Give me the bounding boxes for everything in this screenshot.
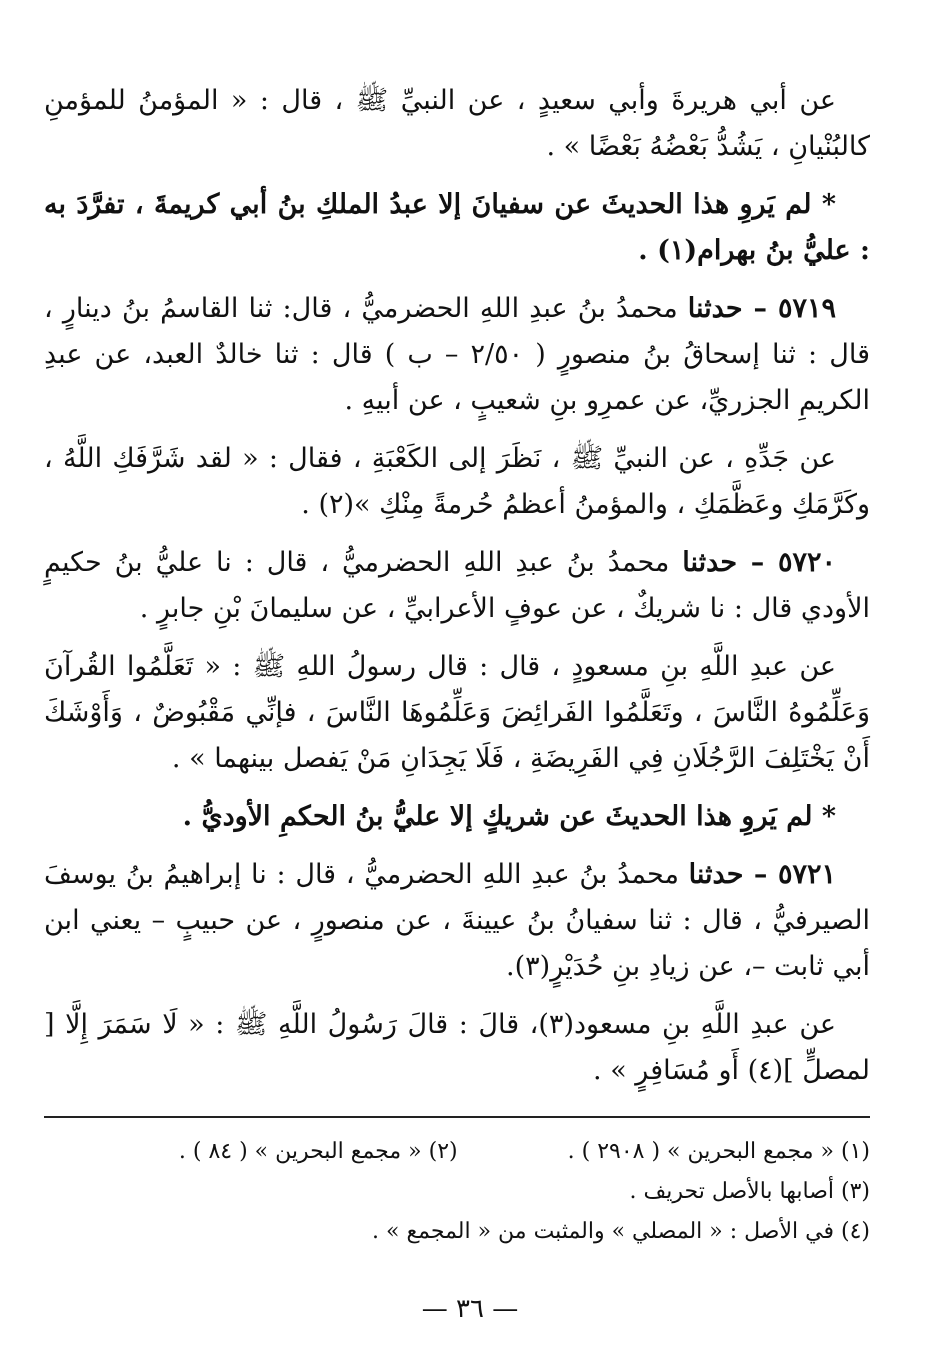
isnad-text: محمدُ بنُ عبدِ اللهِ الحضرميُّ ، قال : نا عليُّ بنُ حكيمٍ الأودي قال : نا شريكٌ ، عن عوفٍ الأعرابيِّ ، عن سليمانَ بْنِ جابرٍ . <box>44 547 870 624</box>
narration-note: * لم يَروِ هذا الحديثَ عن شريكٍ إلا عليُّ بنُ الحكمِ الأوديُّ . <box>182 801 836 832</box>
hadith-number: ٥٧١٩ – حدثنا <box>687 293 836 324</box>
page-number: — ٣٦ — <box>421 1294 519 1324</box>
hadith-text: عن عبدِ اللَّهِ بنِ مسعود(٣)، قالَ : قالَ رَسُولُ اللَّهِ ﷺ : « لَا سَمَرَ إِلَّا [ لمصلٍّ ](٤) أَو مُسَافِرٍ » . <box>44 1009 870 1086</box>
hadith-isnad <box>44 540 870 632</box>
hadith-number: ٥٧٢٠ – حدثنا <box>682 547 836 578</box>
hadith-isnad <box>44 286 870 424</box>
footnote-2: (٢) « مجمع البحرين » ( ٨٤ ) . <box>178 1139 458 1164</box>
footnote-1: (١) « مجمع البحرين » ( ٢٩٠٨ ) . <box>567 1139 870 1164</box>
footnote-separator <box>44 1116 870 1118</box>
hadith-text: عن جَدِّهِ ، عن النبيِّ ﷺ ، نَظَرَ إلى الكَعْبَةِ ، فقال : « لقد شَرَّفَكِ اللَّهُ ، وكَرَّمَكِ وعَظَّمَكِ ، والمؤمنُ أعظمُ حُرمةً مِنْكِ »(٢) . <box>44 443 870 520</box>
footnote-4: (٤) في الأصل : « المصلي » والمثبت من « المجمع » . <box>372 1219 870 1244</box>
footnote-3: (٣) أصابها بالأصل تحريف . <box>629 1179 870 1204</box>
hadith-isnad <box>44 852 870 990</box>
hadith-number: ٥٧٢١ – حدثنا <box>688 859 836 890</box>
narration-note: * لم يَروِ هذا الحديثَ عن سفيانَ إلا عبدُ الملكِ بنُ أبي كريمةَ ، تفرَّدَ به : عليُّ بنُ بهرام(١) . <box>44 189 870 266</box>
hadith-text: عن عبدِ اللَّهِ بنِ مسعودٍ ، قال : قال رسولُ اللهِ ﷺ : « تَعَلَّمُوا القُرآنَ وَعَلِّمُوهُ النَّاسَ ، وتَعَلَّمُوا الفَرائِضَ وَعَلِّمُوهَا النَّاسَ ، فإنِّي مَقْبُوضٌ ، وَأَوْشَكَ أَنْ يَخْتَلِفَ الرَّجُلَانِ فِي الفَرِيضَةِ ، فَلَا يَجِدَانِ مَنْ يَفصل بينهما » . <box>44 651 870 774</box>
isnad-text: محمدُ بنُ عبدِ اللهِ الحضرميُّ ، قال : نا إبراهيمُ بنُ يوسفَ الصيرفيُّ ، قال : ثنا سفيانُ بنُ عيينةَ ، عن منصورٍ ، عن حبيبٍ – يعني ابن أبي ثابت –، عن زيادِ بنِ حُدَيْرٍ(٣). <box>44 859 870 982</box>
isnad-text: محمدُ بنُ عبدِ اللهِ الحضرميُّ ، قال: ثنا القاسمُ بنُ دينارٍ ، قال : ثنا إسحاقُ بنُ منصورٍ ( ٢/٥٠ – ب ) قال : ثنا خالدٌ العبد، عن عبدِ الكريمِ الجزريِّ، عن عمرِو بنِ شعيبٍ ، عن أبيهِ . <box>44 293 870 416</box>
hadith-text: عن أبي هريرةَ وأبي سعيدٍ ، عن النبيِّ ﷺ ، قال : « المؤمنُ للمؤمنِ كالبُنْيانِ ، يَشُدُّ بَعْضُهُ بَعْضًا » . <box>44 85 870 162</box>
footnote-row <box>44 1132 870 1172</box>
